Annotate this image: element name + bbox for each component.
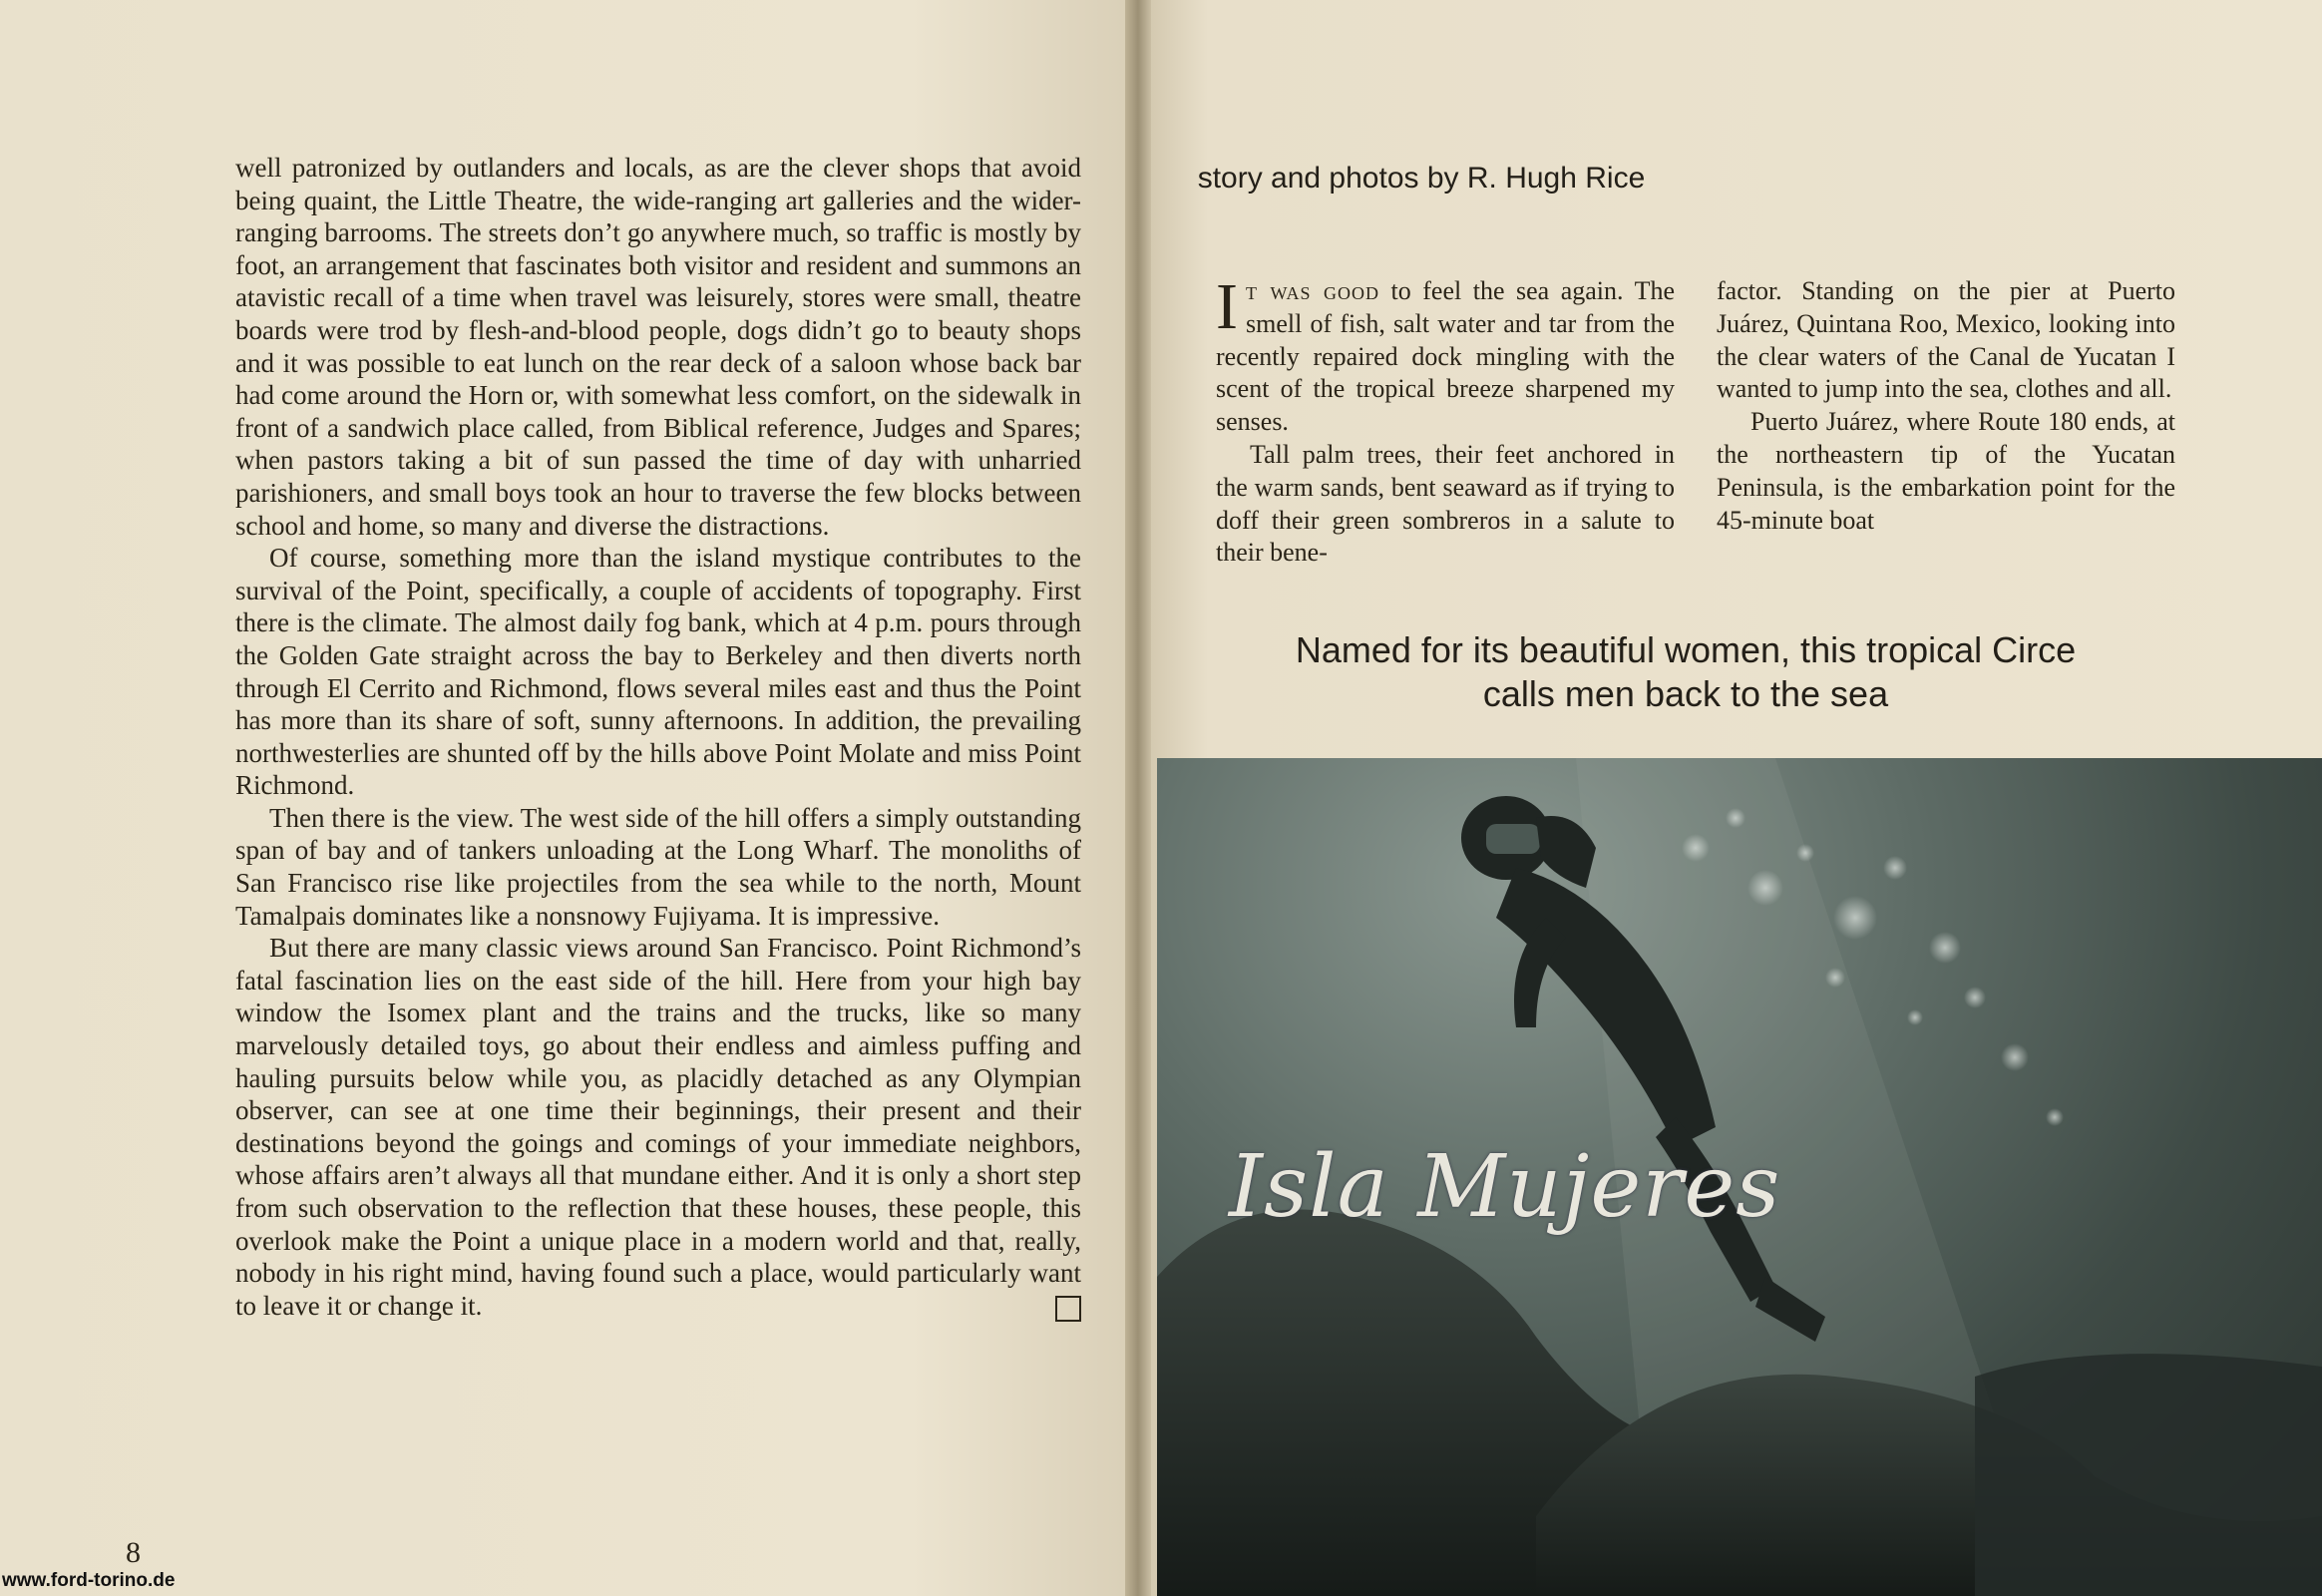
left-article-text [235, 152, 1081, 1322]
intro-column-2 [1717, 275, 2175, 537]
left-paragraph-3: Then there is the view. The west side of the hill offers a simply outstanding span of bay and of tankers unloading at the Long Wharf. The monoliths of San Francisco rise like projectiles from the sea while to the north, Mount Tamalpais dominates like a nonsnowy Fujiyama. It is impressive. [235, 802, 1081, 931]
left-paragraph-1: well patronized by outlanders and locals, as are the clever shops that avoid being quaint, the Little Theatre, the wide-ranging art galleries and the wider-ranging barrooms. The streets don’t go anywhere much, so traffic is mostly by foot, an arrangement that fascinates both visitor and resident and summons an atavistic recall of a time when travel was leisurely, stores were small, theatre boards were trod by flesh-and-blood people, dogs didn’t go to beauty shops and it was possible to eat lunch on the rear deck of a saloon whose back bar had come around the Horn or, with somewhat less comfort, on the sidewalk in front of a sandwich place called, from Biblical reference, Judges and Spares; when pastors taking a bit of sun passed the time of day with unharried parishioners, and small boys took an hour to traverse the few blocks between school and home, so many and diverse the distractions. [235, 153, 1081, 541]
drop-cap: I [1216, 270, 1238, 343]
photo-title: Isla Mujeres [1229, 1137, 1781, 1237]
intro-paragraph-1-rest: to feel the sea again. The smell of fish, salt water and tar from the recently repaired dock mingling with the scent of the tropical breeze sharpened my senses. [1216, 276, 1676, 437]
left-paragraph-2: Of course, something more than the island mystique contributes to the survival of the Point, specifically, a couple of accidents of topography. First there is the climate. The almost daily fog bank, which at 4 p.m. pours through the Golden Gate straight across the bay to Berkeley and then diverts north through El Cerrito and Richmond, flows several miles east and thus the Point has more than its share of soft, sunny afternoons. In addition, the prevailing northwesterlies are shunted off by the hills above Point Molate and miss Point Richmond. [235, 543, 1081, 801]
intro-paragraph-4: Puerto Juárez, where Route 180 ends, at the northeastern tip of the Yucatan Peninsula, is the embarkation point for the 45-minute boat [1717, 407, 2175, 535]
intro-paragraph-2: Tall palm trees, their feet anchored in the warm sands, bent seaward as if trying to doff their green sombreros in a salute to their bene- [1216, 439, 1675, 568]
left-paragraph-4: But there are many classic views around San Francisco. Point Richmond’s fatal fascination lies on the east side of the hill. Here from your high bay window the Isomex plant and the trains and the trucks, like so many marvelously detailed toys, go about their endless and aimless puffing and hauling pursuits below while you, as placidly detached as any Olympian observer, can see at one time their beginnings, their present and their destinations beyond the goings and comings of your immediate neighbors, whose affairs aren’t always all that mundane either. And it is only a short step from such observation to the reflection that these houses, these people, this overlook make the Point a unique place in a modern world and that, really, nobody in his right mind, having found such a place, would particularly want to leave it or change it. [235, 933, 1081, 1321]
lead-in-smallcaps: t was good [1245, 276, 1380, 305]
byline: story and photos by R. Hugh Rice [1197, 162, 1646, 195]
left-paragraph-4-wrap [235, 932, 1081, 1322]
page-number: 8 [126, 1536, 141, 1569]
left-page [0, 0, 1137, 1596]
intro-column-1 [1216, 270, 1676, 570]
headline-line-1: Named for its beautiful women, this tropical Circe [1295, 629, 2077, 670]
headline [1237, 628, 2134, 716]
book-gutter [1125, 0, 1151, 1596]
diver-photo [1157, 758, 2322, 1596]
intro-paragraph-3: factor. Standing on the pier at Puerto Juárez, Quintana Roo, Mexico, looking into the clear waters of the Canal de Yucatan I wanted to jump into the sea, clothes and all. [1717, 276, 2175, 404]
headline-line-2: calls men back to the sea [1482, 673, 1889, 714]
end-mark-icon [1055, 1296, 1081, 1322]
intro-paragraph-1 [1216, 270, 1676, 439]
watermark: www.ford-torino.de [2, 1570, 176, 1591]
